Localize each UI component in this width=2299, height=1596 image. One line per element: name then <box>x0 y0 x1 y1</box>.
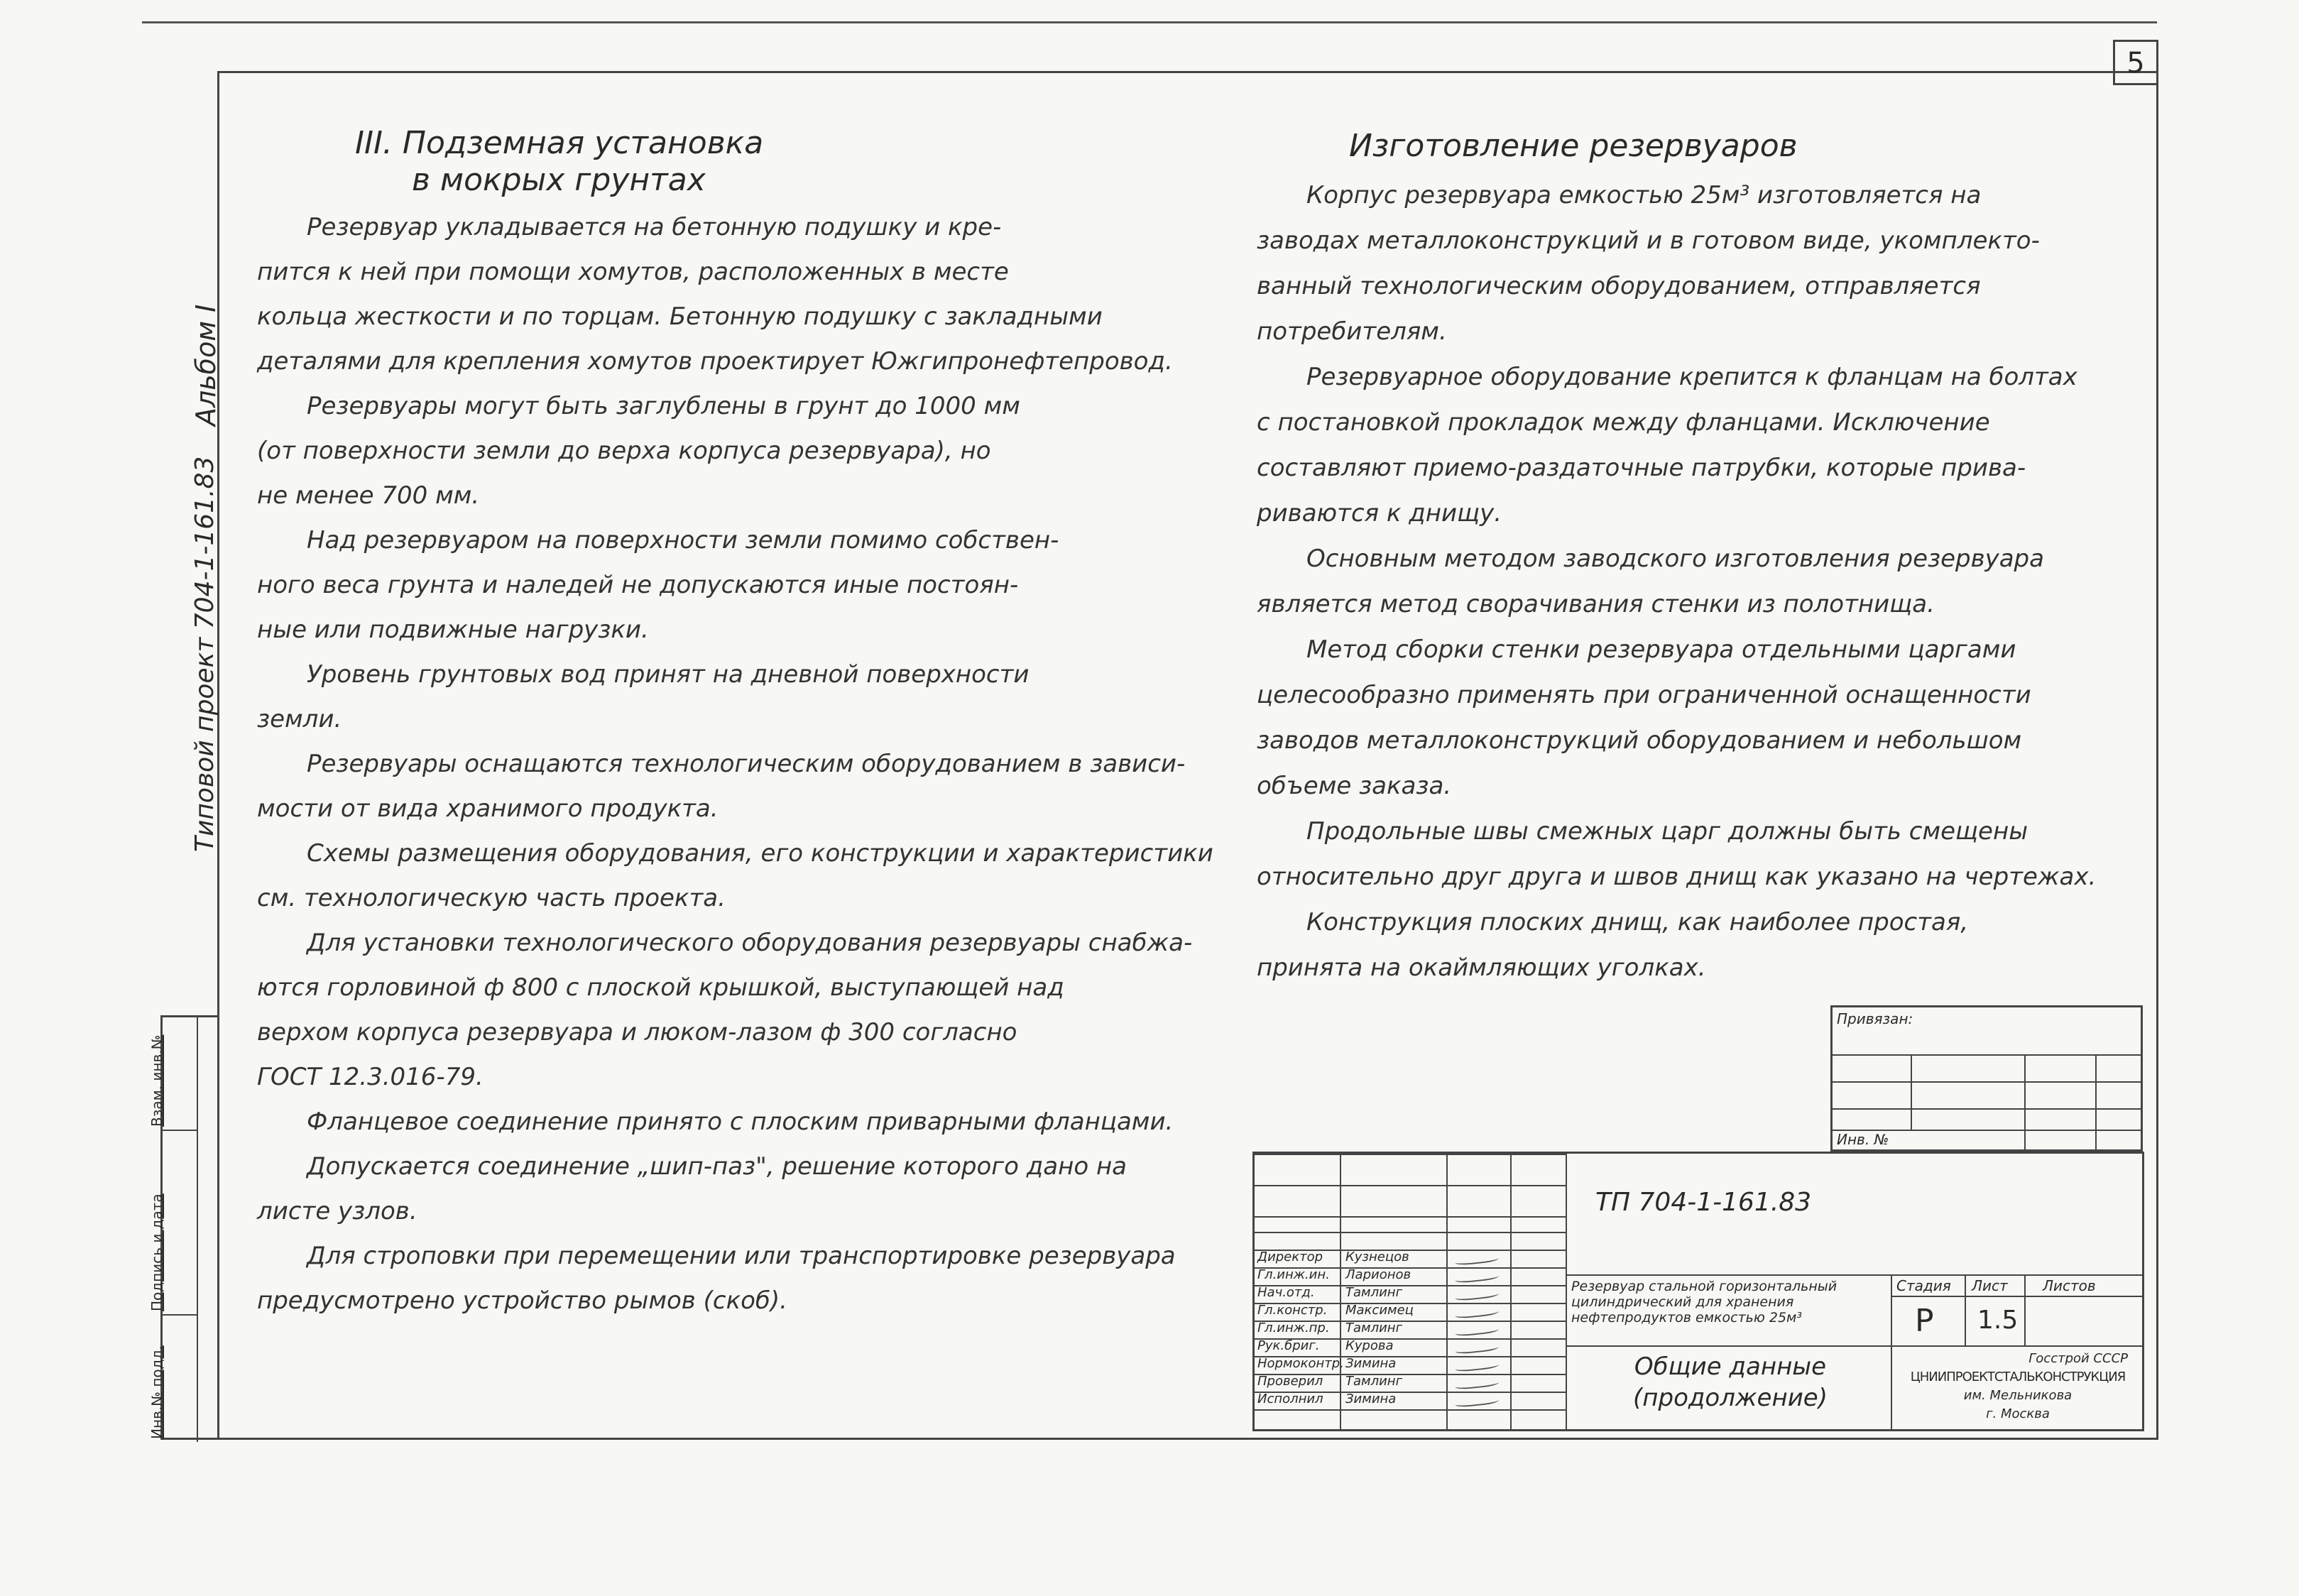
left-paragraph-line: Резервуары оснащаются технологическим оборудованием в зависи- <box>307 750 1186 778</box>
signature-mark <box>1455 1377 1500 1390</box>
right-paragraph-line: Резервуарное оборудование крепится к фланцам на болтах <box>1306 363 2077 391</box>
binding-cell-replaced-inv: Взам. инв.№ <box>163 1017 197 1131</box>
left-paragraph-line: (от поверхности земли до верха корпуса резервуара), но <box>257 437 991 465</box>
right-paragraph-line: риваются к днищу. <box>1257 499 1502 528</box>
left-paragraph-line: ГОСТ 12.3.016-79. <box>257 1063 484 1091</box>
right-paragraph-line: является метод сворачивания стенки из полотнища. <box>1257 590 1935 618</box>
left-paragraph-line: верхом корпуса резервуара и люком-лазом ф 300 согласно <box>257 1018 1017 1046</box>
binding-title: Привязан: <box>1837 1010 1913 1027</box>
stamp-role: Нормоконтр. <box>1257 1356 1344 1371</box>
document-code: ТП 704-1-161.83 <box>1595 1188 1812 1217</box>
left-paragraph-line: не менее 700 мм. <box>257 481 480 510</box>
title-block <box>1252 1152 2144 1431</box>
stamp-role: Директор <box>1257 1250 1323 1264</box>
binding-strip <box>148 1015 217 1440</box>
stamp-role: Рук.бриг. <box>1257 1338 1320 1353</box>
stamp-name: Ларионов <box>1345 1267 1411 1282</box>
stamp-role: Проверил <box>1257 1374 1323 1389</box>
stamp-name: Кузнецов <box>1345 1250 1409 1264</box>
album-label: Альбом I <box>190 304 222 426</box>
left-paragraph-line: Над резервуаром на поверхности земли помимо собствен- <box>307 526 1059 554</box>
right-paragraph-line: с постановкой прокладок между фланцами. Исключение <box>1257 408 1990 437</box>
left-paragraph-line: Для установки технологического оборудования резервуары снабжа- <box>307 929 1193 957</box>
right-paragraph-line: Корпус резервуара емкостью 25м³ изготовляется на <box>1306 181 1982 209</box>
right-paragraph-line: заводов металлоконструкций оборудованием и небольшом <box>1257 726 2022 755</box>
sheet-title: Общие данные (продолжение) <box>1633 1352 1828 1412</box>
right-paragraph-line: составляют приемо-раздаточные патрубки, которые прива- <box>1257 454 2026 482</box>
left-paragraph-line: Резервуар укладывается на бетонную подушку и кре- <box>307 213 1002 241</box>
signature-mark <box>1455 1306 1500 1319</box>
right-paragraph-line: ванный технологическим оборудованием, отправляется <box>1257 272 1981 300</box>
stamp-name: Тамлинг <box>1345 1321 1403 1335</box>
right-paragraph-line: Метод сборки стенки резервуара отдельными царгами <box>1306 635 2016 664</box>
stamp-name: Тамлинг <box>1345 1374 1403 1389</box>
left-paragraph-line: Резервуары могут быть заглублены в грунт до 1000 мм <box>307 392 1020 420</box>
signature-mark <box>1455 1342 1500 1355</box>
stamp-role: Исполнил <box>1257 1392 1323 1406</box>
stamp-name: Курова <box>1345 1338 1394 1353</box>
left-paragraph-line: Уровень грунтовых вод принят на дневной поверхности <box>307 660 1030 689</box>
left-paragraph-line: земли. <box>257 705 342 733</box>
left-paragraph-line: см. технологическую часть проекта. <box>257 884 726 912</box>
right-paragraph-line: заводах металлоконструкций и в готовом виде, укомплекто- <box>1257 226 2040 255</box>
sheet-label: Лист <box>1972 1277 2008 1294</box>
left-paragraph-line: мости от вида хранимого продукта. <box>257 794 719 823</box>
object-title: Резервуар стальной горизонтальный цилиндрический для хранения нефтепродуктов емкостью 25м³ <box>1571 1279 1837 1326</box>
stamp-role: Гл.инж.пр. <box>1257 1321 1330 1335</box>
signature-mark <box>1455 1395 1500 1408</box>
sheet-number: 5 <box>2113 40 2158 85</box>
organization-block: Госстрой СССР ЦНИИПРОЕКТСТАЛЬКОНСТРУКЦИЯ им. Мельникова г. Москва <box>1910 1351 2128 1421</box>
left-paragraph-line: ются горловиной ф 800 с плоской крышкой, выступающей над <box>257 973 1064 1002</box>
right-paragraph-line: Конструкция плоских днищ, как наиболее простая, <box>1306 908 1969 936</box>
left-paragraph-line: Допускается соединение „шип-паз", решение которого дано на <box>307 1152 1127 1181</box>
stamp-name: Максимец <box>1345 1303 1414 1318</box>
binding-inv: Инв. № <box>1837 1131 1889 1148</box>
sheets-label: Листов <box>2043 1277 2096 1294</box>
left-heading: III. Подземная установка в мокрых грунтах <box>355 125 764 198</box>
stamp-role: Гл.констр. <box>1257 1303 1328 1318</box>
signature-mark <box>1455 1324 1500 1337</box>
top-border-line <box>142 21 2157 23</box>
sheet-value: 1.5 <box>1977 1306 2019 1335</box>
binding-cell-signature-date: Подпись и дата <box>163 1131 197 1316</box>
stamp-name: Зимина <box>1345 1356 1397 1371</box>
right-paragraph-line: относительно друг друга и швов днищ как указано на чертежах. <box>1257 863 2097 891</box>
right-paragraph-line: объеме заказа. <box>1257 772 1452 800</box>
signature-mark <box>1455 1271 1500 1284</box>
signature-mark <box>1455 1253 1500 1266</box>
left-paragraph-line: кольца жесткости и по торцам. Бетонную подушку с закладными <box>257 302 1103 331</box>
right-heading: Изготовление резервуаров <box>1349 128 1798 164</box>
left-paragraph-line: ные или подвижные нагрузки. <box>257 616 649 644</box>
project-label: Типовой проект 704-1-161.83 <box>190 456 219 852</box>
left-paragraph-line: ного веса грунта и наледей не допускаются иные постоян- <box>257 571 1019 599</box>
binding-box <box>1830 1005 2143 1152</box>
stamp-name: Тамлинг <box>1345 1285 1403 1300</box>
right-paragraph-line: принята на окаймляющих уголках. <box>1257 953 1706 982</box>
right-paragraph-line: целесообразно применять при ограниченной оснащенности <box>1257 681 2031 709</box>
stamp-role: Нач.отд. <box>1257 1285 1315 1300</box>
stamp-role: Гл.инж.ин. <box>1257 1267 1330 1282</box>
binding-cell-original-inv: Инв.№ подл. <box>148 1345 165 1439</box>
left-paragraph-line: Фланцевое соединение принято с плоским приварными фланцами. <box>307 1108 1174 1136</box>
left-paragraph-line: предусмотрено устройство рымов (скоб). <box>257 1286 787 1315</box>
left-paragraph-line: листе узлов. <box>257 1197 417 1225</box>
left-paragraph-line: деталями для крепления хомутов проектирует Южгипронефтепровод. <box>257 347 1173 376</box>
stage-value: Р <box>1915 1303 1934 1339</box>
left-paragraph-line: Для строповки при перемещении или транспортировке резервуара <box>307 1242 1176 1270</box>
right-paragraph-line: потребителям. <box>1257 317 1447 346</box>
right-paragraph-line: Основным методом заводского изготовления резервуара <box>1306 545 2044 573</box>
stamp-name: Зимина <box>1345 1392 1397 1406</box>
left-paragraph-line: Схемы размещения оборудования, его конструкции и характеристики <box>307 839 1213 868</box>
right-paragraph-line: Продольные швы смежных царг должны быть смещены <box>1306 817 2028 846</box>
signature-mark <box>1455 1289 1500 1301</box>
signature-mark <box>1455 1360 1500 1372</box>
stage-label: Стадия <box>1896 1277 1951 1294</box>
left-paragraph-line: пится к ней при помощи хомутов, расположенных в месте <box>257 258 1009 286</box>
